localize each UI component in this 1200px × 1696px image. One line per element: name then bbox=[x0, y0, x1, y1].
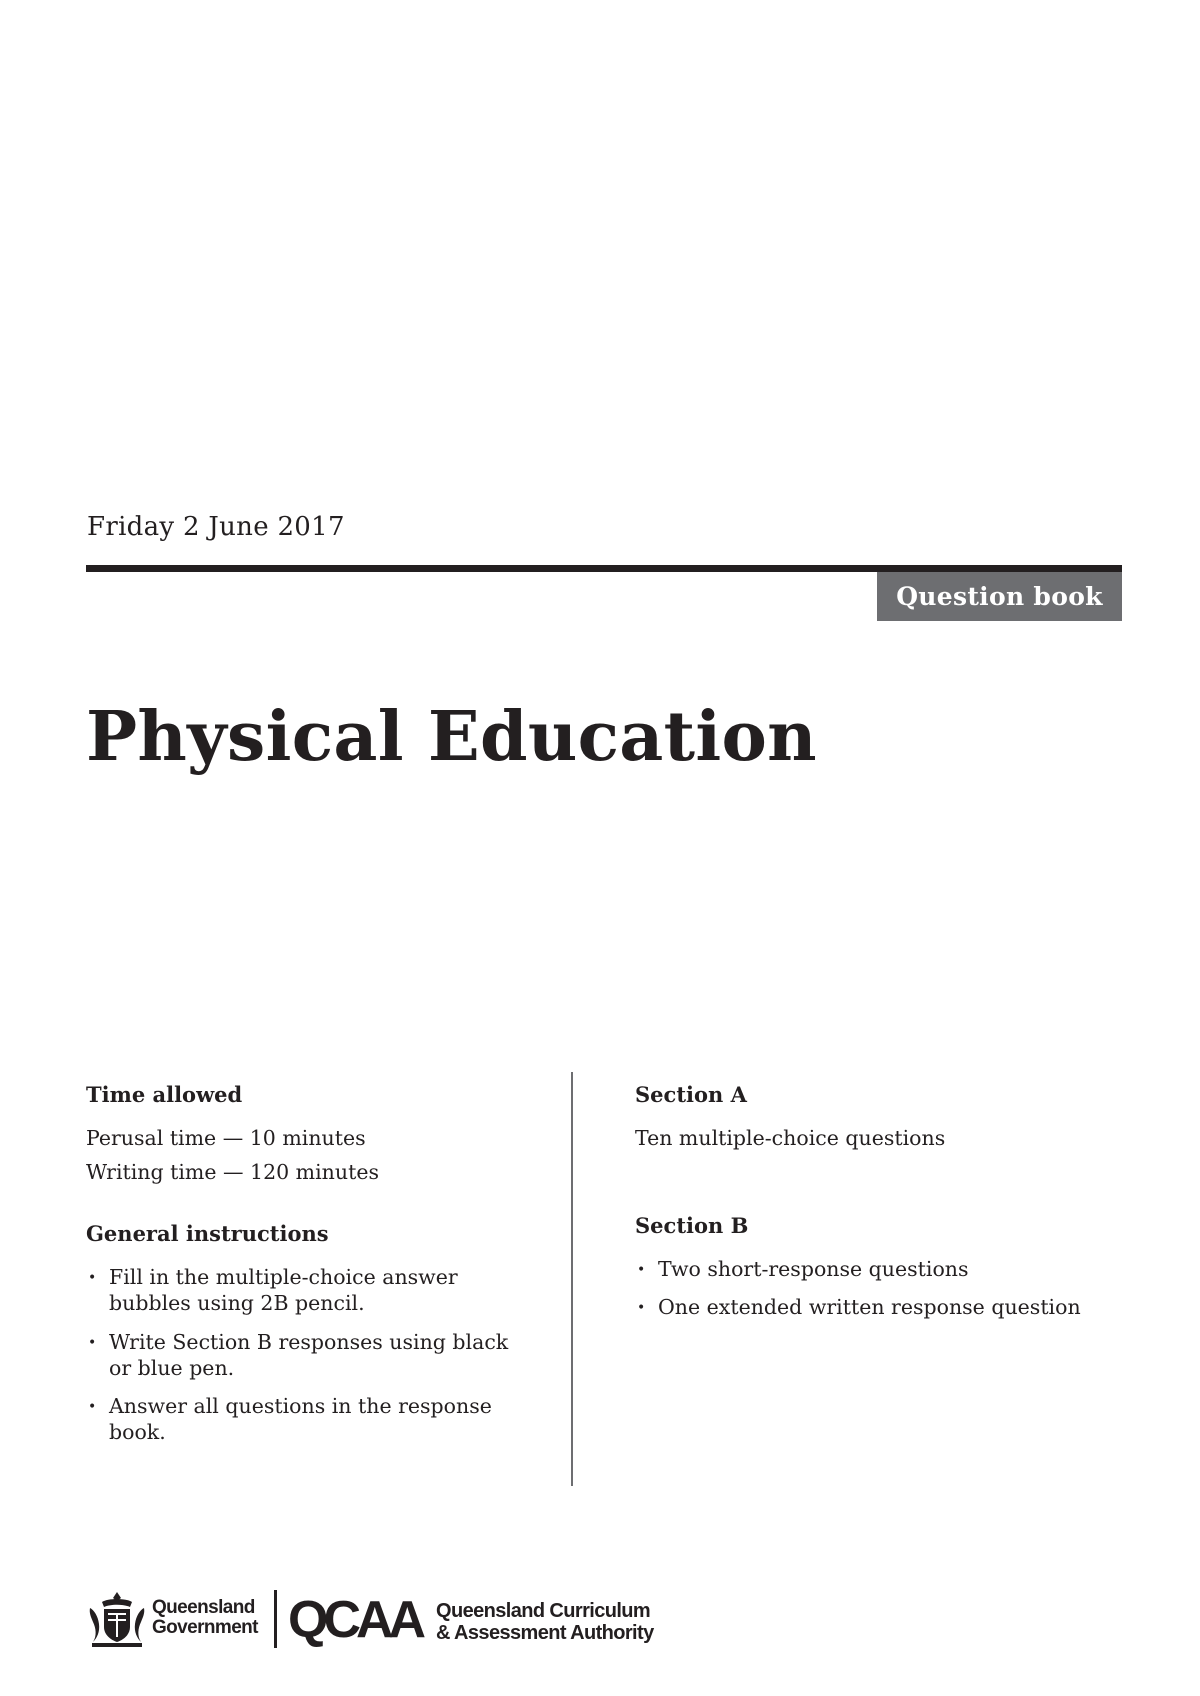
qcaa-logo: QCAA bbox=[288, 1591, 422, 1649]
left-column bbox=[86, 1082, 526, 1458]
logo-separator bbox=[274, 1590, 277, 1648]
bullet-icon: • bbox=[88, 1270, 97, 1287]
footer-logos bbox=[86, 1588, 686, 1652]
bullet-icon: • bbox=[637, 1261, 646, 1278]
bullet-icon: • bbox=[637, 1300, 646, 1317]
header-rule bbox=[86, 565, 1122, 572]
section-b-item: One extended written response question bbox=[658, 1295, 1081, 1320]
section-a-text: Ten multiple-choice questions bbox=[635, 1125, 946, 1150]
queensland-government-wordmark: Queensland Government bbox=[152, 1597, 258, 1638]
list-item bbox=[86, 1329, 526, 1381]
instruction-text: Write Section B responses using black or blue pen. bbox=[109, 1329, 509, 1380]
exam-date: Friday 2 June 2017 bbox=[87, 512, 345, 542]
instructions-list bbox=[86, 1264, 526, 1445]
bullet-icon: • bbox=[88, 1334, 97, 1351]
instruction-text: Answer all questions in the response book. bbox=[109, 1394, 492, 1445]
list-item bbox=[86, 1264, 526, 1316]
list-item bbox=[635, 1294, 1115, 1320]
column-divider bbox=[571, 1072, 573, 1486]
bullet-icon: • bbox=[88, 1399, 97, 1416]
general-instructions-heading: General instructions bbox=[86, 1221, 329, 1247]
queensland-crest-icon bbox=[86, 1588, 148, 1650]
instruction-text: Fill in the multiple-choice answer bubbles using 2B pencil. bbox=[109, 1265, 458, 1316]
time-lines bbox=[86, 1125, 526, 1185]
list-item bbox=[86, 1393, 526, 1445]
writing-time: Writing time — 120 minutes bbox=[86, 1160, 379, 1185]
section-b-heading: Section B bbox=[635, 1213, 749, 1239]
perusal-time: Perusal time — 10 minutes bbox=[86, 1125, 366, 1150]
list-item bbox=[635, 1256, 1115, 1282]
question-book-badge: Question book bbox=[877, 572, 1122, 621]
right-column bbox=[635, 1082, 1115, 1332]
time-allowed-heading: Time allowed bbox=[86, 1082, 243, 1107]
section-a-heading: Section A bbox=[635, 1082, 747, 1107]
section-b-item: Two short-response questions bbox=[658, 1256, 969, 1281]
page-title: Physical Education bbox=[86, 697, 817, 777]
qcaa-wordmark: Queensland Curriculum & Assessment Authority bbox=[436, 1600, 654, 1644]
section-b-list bbox=[635, 1256, 1115, 1320]
